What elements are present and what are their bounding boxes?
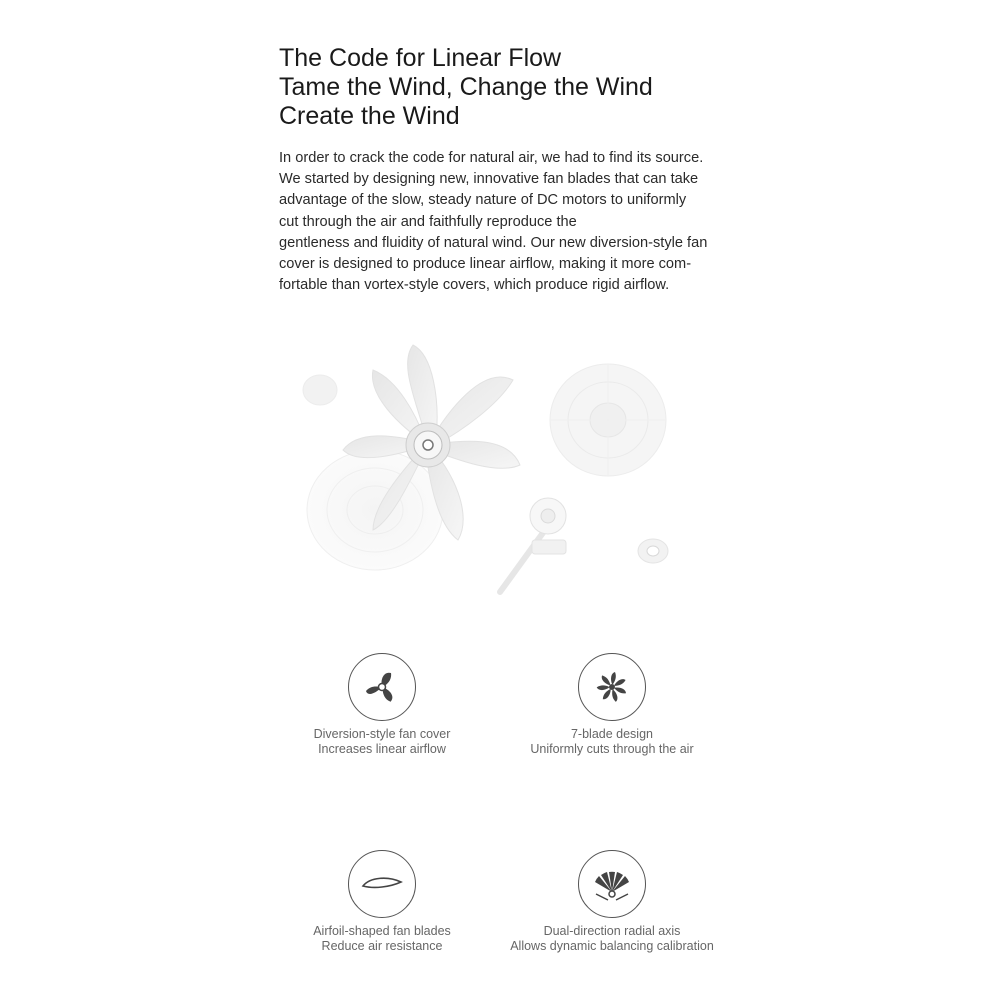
exploded-fan-illustration [290,330,720,620]
front-cover-part [307,450,443,570]
feature-title: 7-blade design [570,727,653,741]
feature-radial-axis [482,850,742,954]
heading-line-2: Tame the Wind, Change the Wind [279,73,653,101]
airfoil-blade-icon [360,874,404,894]
heading-line-3: Create the Wind [279,102,460,130]
feature-icon-circle [578,850,646,918]
feature-title: Dual-direction radial axis [543,924,681,938]
feature-fan-cover [252,653,512,757]
feature-icon-circle [348,850,416,918]
feature-caption [482,727,742,757]
page-heading [279,44,653,131]
description-line: cover is designed to produce linear airflow, making it more com- [279,256,692,273]
feature-title: Diversion-style fan cover [313,727,451,741]
feature-subtitle: Reduce air resistance [321,939,443,953]
feature-caption [482,924,742,954]
feature-subtitle: Uniformly cuts through the air [530,742,694,756]
small-disc-part [303,375,337,405]
feature-subtitle: Allows dynamic balancing calibration [510,939,714,953]
heading-line-1: The Code for Linear Flow [279,44,562,72]
small-ring-part [638,539,668,563]
feature-caption [252,727,512,757]
rear-cover-part [550,364,666,476]
feature-title: Airfoil-shaped fan blades [313,924,451,938]
description-line: advantage of the slow, steady nature of DC motors to uniformly [279,192,687,209]
description-paragraph [279,148,722,296]
feature-caption [252,924,512,954]
feature-subtitle: Increases linear airflow [318,742,446,756]
description-line: In order to crack the code for natural air, we had to find its source. [279,150,704,166]
description-line: We started by designing new, innovative fan blades that can take [279,171,699,188]
feature-icon-circle [578,653,646,721]
feature-seven-blade [482,653,742,757]
feature-airfoil-blades [252,850,512,954]
feature-icon-circle [348,653,416,721]
description-line: cut through the air and faithfully reproduce the [279,213,577,230]
radial-axis-icon [590,864,634,904]
description-line: fortable than vortex-style covers, which produce rigid airflow. [279,277,670,294]
fan-cover-icon [362,667,402,707]
motor-shaft-part [500,498,566,592]
description-line: gentleness and fluidity of natural wind. Our new diversion-style fan [279,234,708,251]
seven-blade-icon [592,667,632,707]
